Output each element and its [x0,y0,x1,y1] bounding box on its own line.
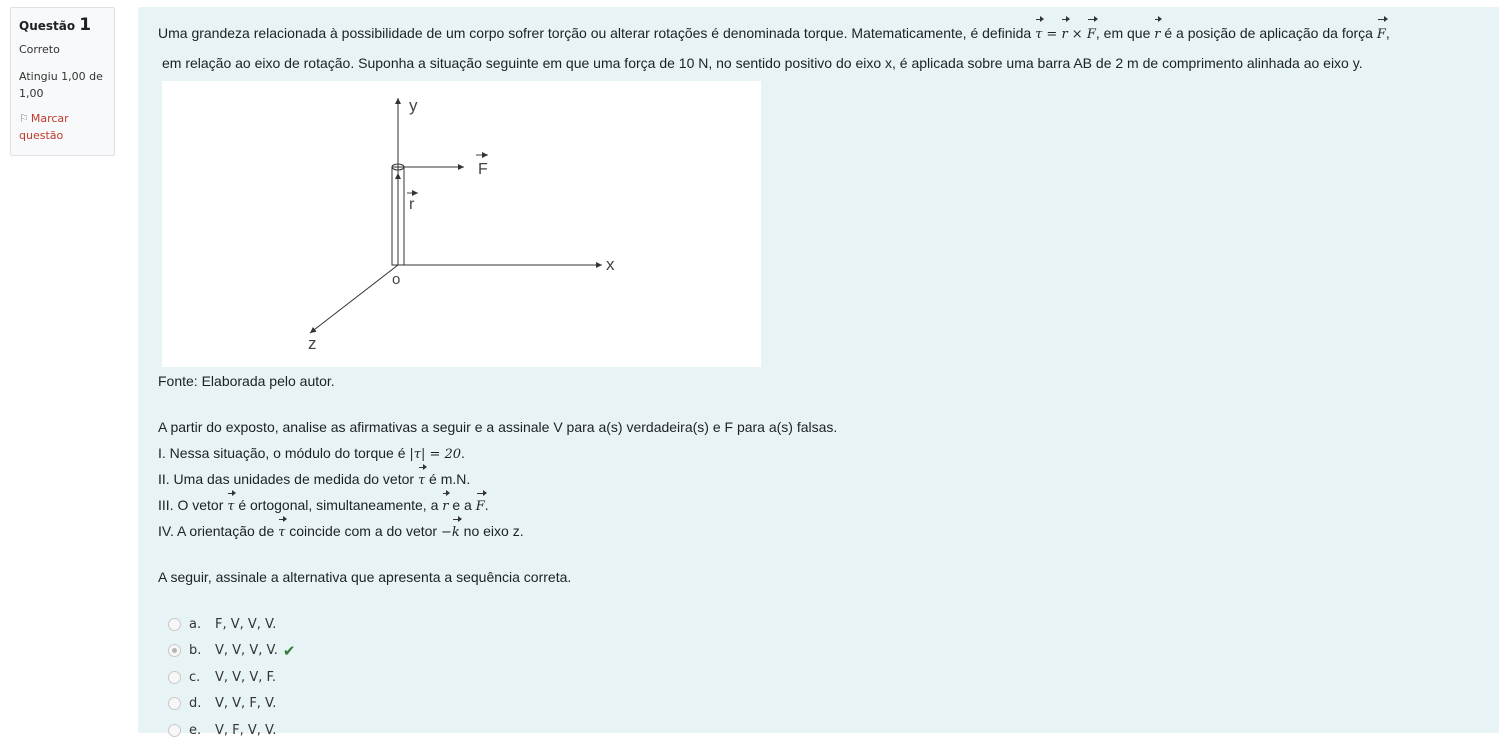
intro-text-1: Uma grandeza relacionada à possibilidade de um corpo sofrer torção ou alterar rotações é denominada torque. Matematicamente, é definida [158,25,1032,41]
flag-icon: ⚐ [19,112,29,125]
question-text [158,19,1479,591]
question-intro-line2: em relação ao eixo de rotação. Suponha a situação seguinte em que uma força de 10 N, no sentido positivo do eixo x, é aplicada sobre uma barra AB de 2 m de comprimento alinhada ao eixo y. [162,55,1363,71]
answer-text-c: V, V, V, F. [215,669,276,685]
r-vector: r [1154,21,1160,49]
torque-diagram-svg [162,81,761,367]
radio-a[interactable] [168,618,181,631]
question-label: Questão [19,19,76,33]
question-prompt: A seguir, assinale a alternativa que apresenta a sequência correta. [158,569,572,585]
question-number [19,16,106,35]
answer-text-a: F, V, V, V. [215,616,277,632]
answer-options [158,611,1479,744]
instructions: A partir do exposto, analise as afirmativas a seguir e a assinale V para a(s) verdadeira(s) e F para a(s) falsas. [158,419,838,435]
radio-c[interactable] [168,671,181,684]
label-y: y [409,96,418,115]
question-intro: Uma grandeza relacionada à possibilidade de um corpo sofrer torção ou alterar rotações é denominada torque. Matematicamente, é definida τ = r × F, em que r é a posição de aplicação da força F, [158,19,1479,49]
radio-d[interactable] [168,697,181,710]
answer-text-e: V, F, V, V. [215,722,277,738]
answer-option-a[interactable]: a. F, V, V, V. [158,611,1479,638]
statement-2: II. Uma das unidades de medida do vetor τ é m.N. [158,467,1479,493]
label-z: z [308,334,317,353]
question-info-panel [10,7,115,156]
figure-source: Fonte: Elaborada pelo autor. [158,373,335,389]
answer-option-c[interactable]: c. V, V, V, F. [158,664,1479,691]
torque-magnitude: |τ| = 20 [409,447,462,462]
label-r: r [409,196,415,213]
answer-option-b[interactable]: b. V, V, V, V. ✔ [158,638,1479,665]
answer-text-b: V, V, V, V. [215,643,278,659]
intro-text-2: , em que [1095,25,1151,41]
question-content [138,7,1499,738]
f-vector: F [1377,21,1386,49]
statement-4: IV. A orientação de τ coincide com a do vetor −k no eixo z. [158,519,1479,545]
answer-option-d[interactable]: d. V, V, F, V. [158,691,1479,718]
answer-option-e[interactable]: e. V, F, V, V. [158,717,1479,744]
label-o: o [392,271,401,288]
torque-diagram [162,81,761,367]
correct-check-icon: ✔ [282,641,296,660]
flag-question-link[interactable] [19,110,106,144]
question-grade: Atingiu 1,00 de 1,00 [19,70,103,100]
intro-text-3: é a posição de aplicação da força [1164,25,1373,41]
z-axis [310,265,401,333]
question-state: Correto [19,43,60,56]
label-x: x [606,255,615,274]
label-f: F [478,161,488,178]
flag-label: Marcar questão [19,112,69,142]
statement-3: III. O vetor τ é ortogonal, simultaneamente, a r e a F. [158,493,1479,519]
radio-e[interactable] [168,724,181,737]
answer-text-d: V, V, F, V. [215,696,277,712]
question-number-value: 1 [79,15,92,35]
torque-formula: τ = r × F [1035,27,1096,42]
statement-1: I. Nessa situação, o módulo do torque é |τ| = 20. [158,445,465,462]
radio-b[interactable] [168,644,181,657]
